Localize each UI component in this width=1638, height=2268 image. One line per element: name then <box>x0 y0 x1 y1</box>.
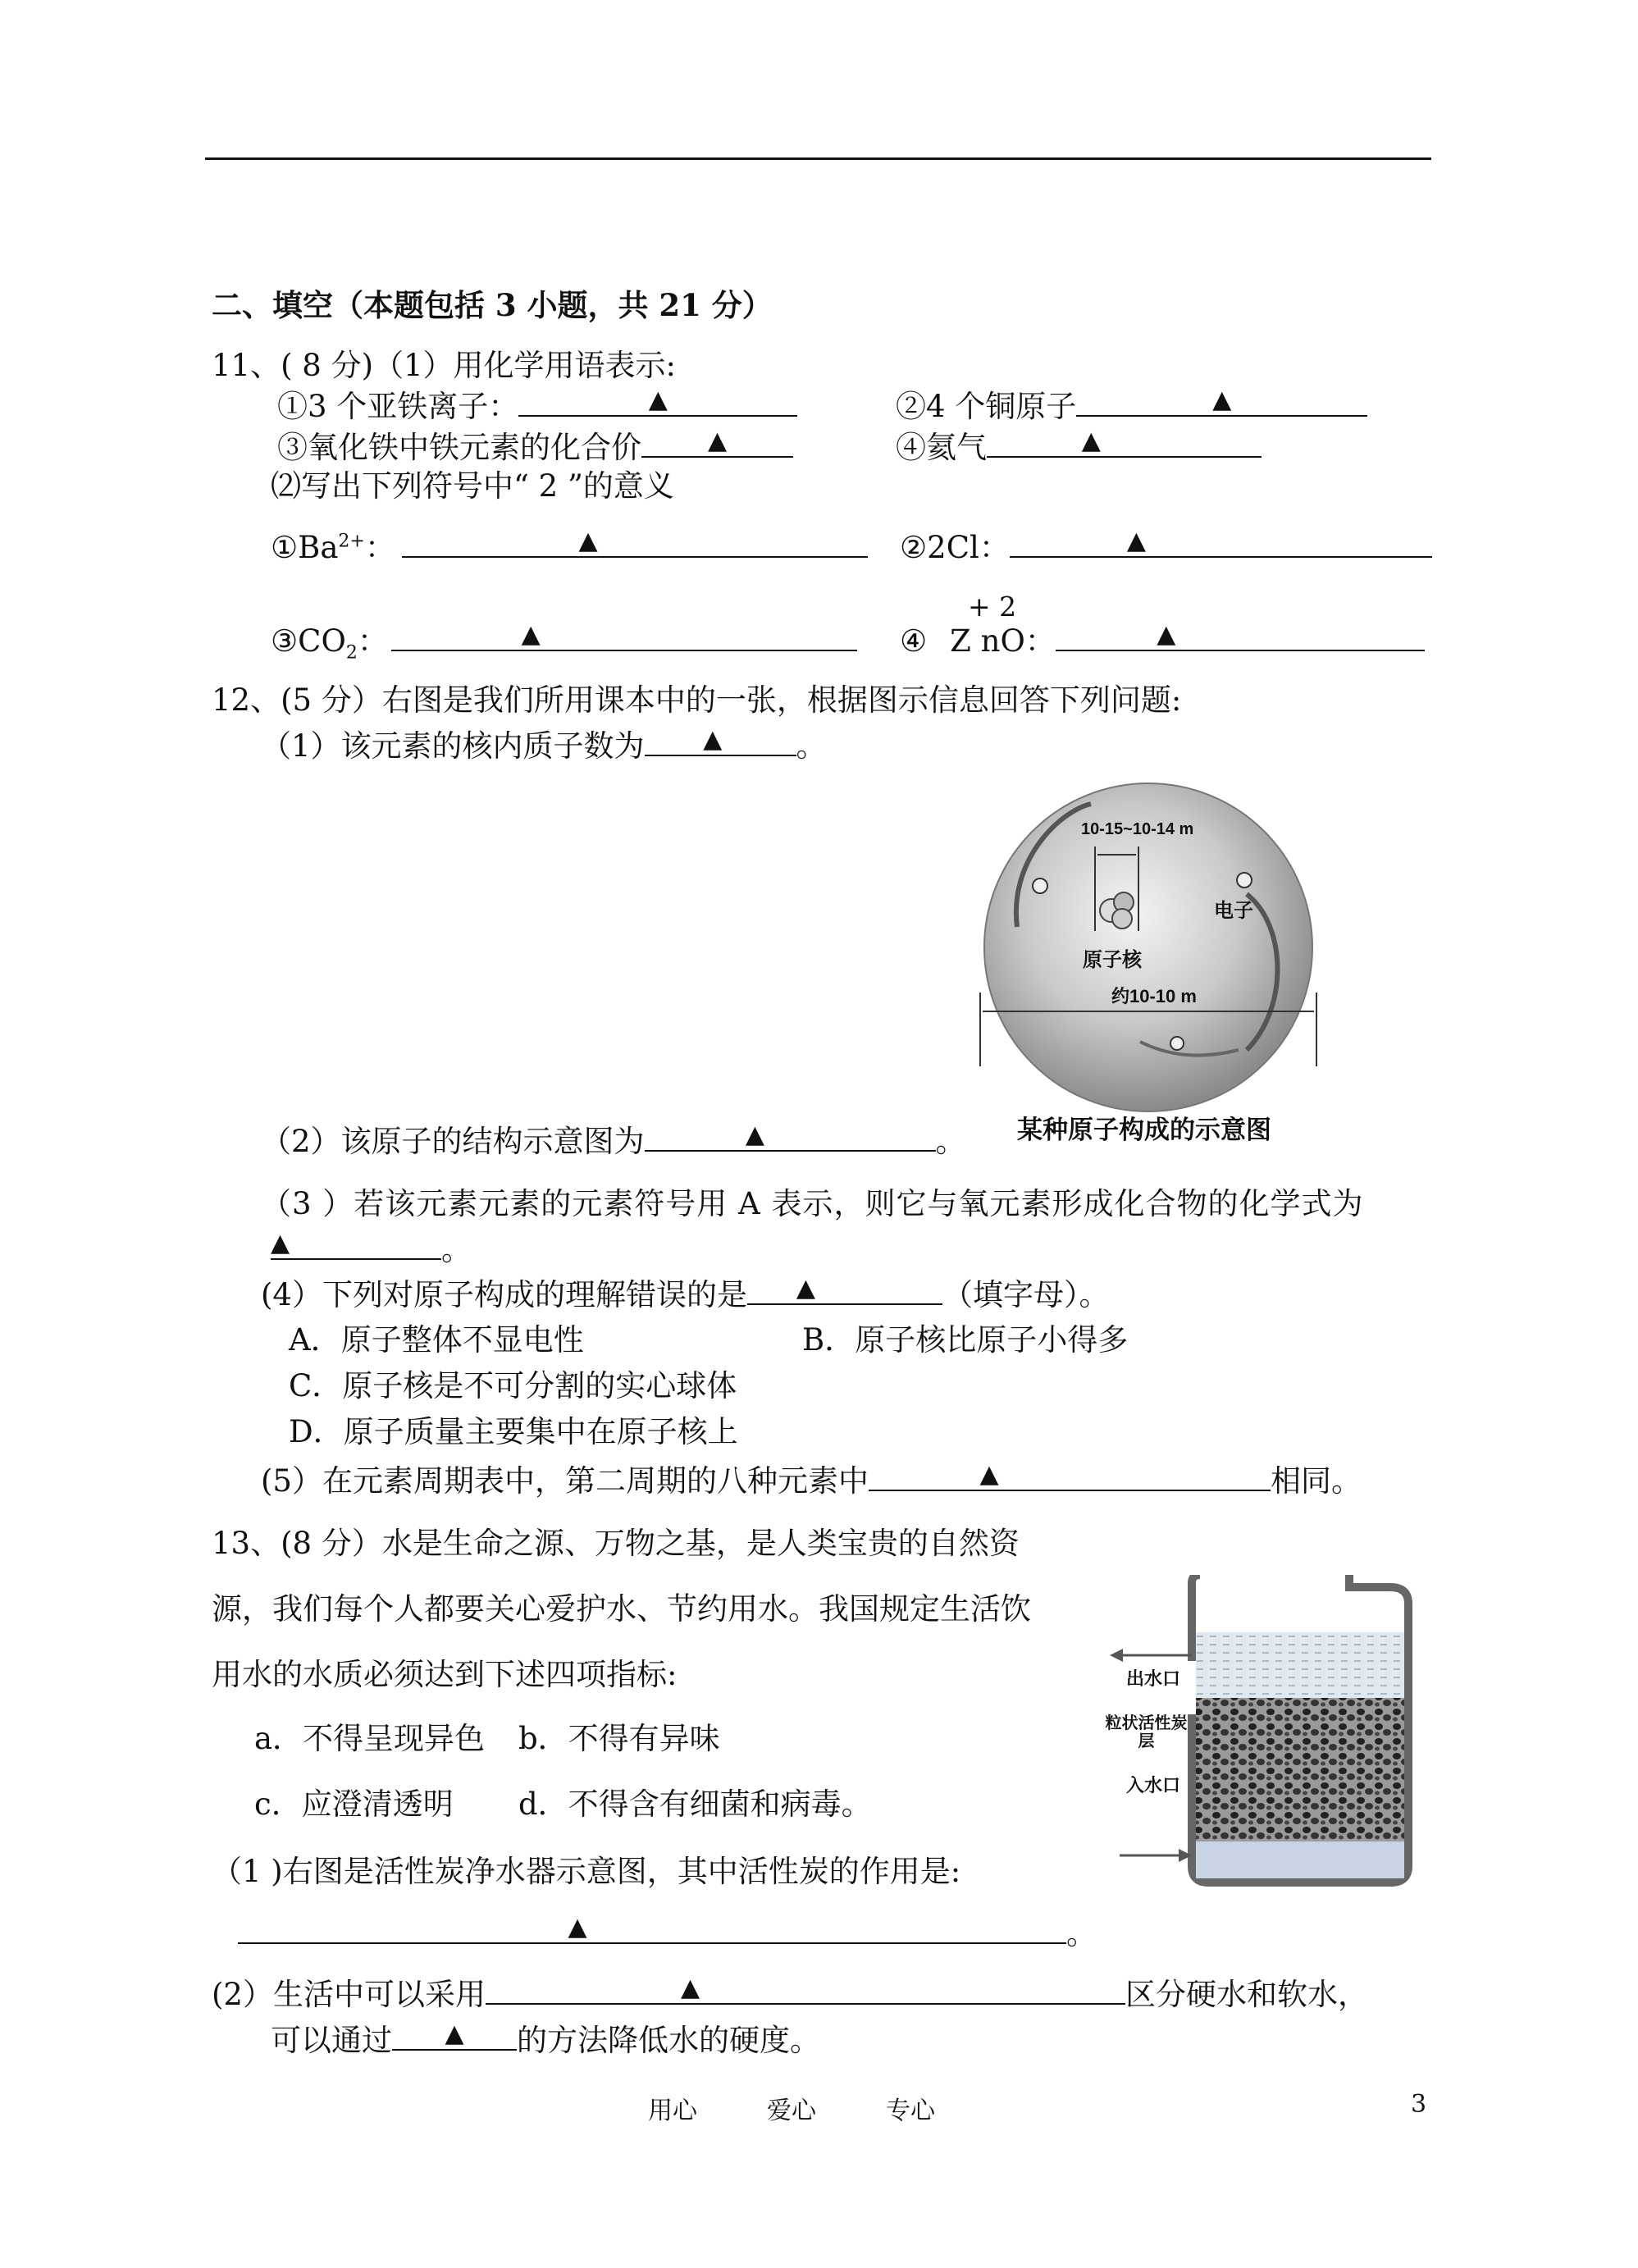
q12-p3: （3 ）若该元素元素的元素符号用 A 表示，则它与氧元素形成化合物的化学式为 <box>261 1186 1364 1221</box>
q11-s3-colon: ： <box>357 623 388 659</box>
purifier-figure <box>1103 1575 1419 1899</box>
q11-s4-valence: + 2 <box>968 591 1017 623</box>
answer-mark: ▲ <box>979 1460 999 1489</box>
q11-p1-4 <box>896 428 1262 466</box>
answer-mark: ▲ <box>1157 620 1176 649</box>
q11-p1-4-label: ④氦气 <box>896 430 987 465</box>
q13-p1-end: 。 <box>1066 1916 1097 1951</box>
q11-s4-number: ④ <box>900 623 928 659</box>
answer-mark: ▲ <box>703 725 723 754</box>
answer-blank[interactable] <box>1010 528 1432 558</box>
q11-s1 <box>271 528 868 566</box>
q13-p2b-end: 的方法降低水的硬度。 <box>517 2023 820 2058</box>
q11-p1-2-label: ②4 个铜原子 <box>896 389 1077 424</box>
footer-motto-2: 爱心 <box>767 2097 816 2125</box>
q11-p1-2 <box>896 387 1367 425</box>
q13-p2-label: (2）生活中可以采用 <box>212 1977 486 2012</box>
answer-blank[interactable] <box>1076 387 1367 417</box>
q11-s3-text: ③CO <box>271 623 346 659</box>
answer-blank[interactable] <box>645 727 796 756</box>
page-number: 3 <box>1411 2090 1427 2119</box>
answer-blank[interactable] <box>747 1275 942 1305</box>
q11-s2-label: ②2Cl： <box>900 530 1010 565</box>
nucleus-label: 原子核 <box>1083 949 1142 971</box>
outlet-arrow <box>1110 1649 1123 1662</box>
electron-dot <box>1170 1037 1184 1050</box>
section-title: 二、填空（本题包括 3 小题，共 21 分） <box>212 287 773 323</box>
inlet-label: 入水口 <box>1126 1775 1181 1796</box>
footer-motto-1: 用心 <box>648 2097 697 2125</box>
answer-mark: ▲ <box>1212 386 1232 414</box>
answer-blank[interactable] <box>271 1230 441 1260</box>
q12-stem: 12、(5 分）右图是我们所用课本中的一张，根据图示信息回答下列问题: <box>212 682 1182 718</box>
answer-mark: ▲ <box>796 1274 815 1303</box>
atom-size-label: 约10-10 m <box>1111 986 1197 1006</box>
atom-figure <box>976 779 1321 1116</box>
electron-dot <box>1033 878 1047 893</box>
q13-index-c: c．应澄清透明 <box>254 1787 454 1822</box>
answer-blank[interactable] <box>641 428 793 458</box>
answer-blank[interactable] <box>392 2021 517 2051</box>
answer-blank[interactable] <box>1056 622 1425 651</box>
q13-p2b-label: 可以通过 <box>271 2023 392 2058</box>
electron-dot <box>1237 873 1252 888</box>
q11-p1-1-label: ①3 个亚铁离子： <box>277 389 519 424</box>
answer-blank[interactable] <box>402 528 868 558</box>
q12-option-d: D．原子质量主要集中在原子核上 <box>289 1414 738 1449</box>
carbon-granules <box>1196 1698 1404 1841</box>
q12-option-b: B．原子核比原子小得多 <box>802 1322 1129 1358</box>
q11-p1-1 <box>277 387 797 425</box>
q13-index-a: a．不得呈现异色 <box>254 1721 486 1756</box>
q11-s4-label: Z nO： <box>950 623 1056 659</box>
q11-s3 <box>271 620 857 664</box>
footer-motto-3: 专心 <box>886 2097 935 2125</box>
q11-s1-text: ①Ba <box>271 530 339 565</box>
atom-figure-caption: 某种原子构成的示意图 <box>1017 1116 1271 1145</box>
q13-line2: 源，我们每个人都要关心爱护水、节约用水。我国规定生活饮 <box>212 1591 1031 1627</box>
q12-p1-end: 。 <box>796 728 827 764</box>
q11-s1-sup: 2+ <box>338 531 365 552</box>
answer-blank[interactable] <box>869 1462 1271 1491</box>
answer-blank[interactable] <box>391 622 857 651</box>
carbon-layer-label: 粒状活性炭层 <box>1105 1714 1188 1750</box>
q13-p2-mid: 区分硬水和软水， <box>1125 1977 1368 2012</box>
q11-s1-colon: ： <box>364 530 395 565</box>
q13-p2b <box>271 2021 820 2059</box>
q11-s3-sub: 2 <box>345 642 358 664</box>
q12-p4-end: （填字母）。 <box>942 1277 1110 1312</box>
q12-p5-label: (5）在元素周期表中，第二周期的八种元素中 <box>261 1463 869 1499</box>
q13-index-b: b．不得有异味 <box>518 1721 720 1756</box>
answer-mark: ▲ <box>578 527 598 555</box>
q13-line3: 用水的水质必须达到下述四项指标: <box>212 1657 678 1692</box>
q11-p1-3 <box>277 428 793 466</box>
answer-mark: ▲ <box>271 1229 290 1257</box>
q11-stem: 11、( 8 分)（1）用化学用语表示: <box>212 348 677 383</box>
nucleon <box>1112 909 1132 929</box>
q12-p2-end: 。 <box>935 1124 966 1159</box>
answer-blank[interactable] <box>486 1975 1125 2005</box>
q12-option-c: C．原子核是不可分割的实心球体 <box>289 1368 737 1403</box>
q12-p3-end: 。 <box>441 1232 472 1267</box>
q13-line1: 13、(8 分）水是生命之源、万物之基，是人类宝贵的自然资 <box>212 1526 1020 1561</box>
header-rule <box>205 157 1431 160</box>
q12-p5-end: 相同。 <box>1270 1463 1362 1499</box>
answer-blank[interactable] <box>518 387 797 417</box>
answer-blank[interactable] <box>987 428 1262 458</box>
q13-p1-answer <box>238 1914 1097 1952</box>
q11-s4 <box>900 622 1425 659</box>
electron-label: 电子 <box>1214 900 1253 922</box>
outlet-label: 出水口 <box>1126 1668 1181 1689</box>
answer-blank[interactable] <box>238 1914 1066 1944</box>
q12-p4-label: (4）下列对原子构成的理解错误的是 <box>261 1277 747 1312</box>
q12-p5 <box>261 1462 1362 1499</box>
answer-mark: ▲ <box>568 1913 587 1942</box>
nucleus-size-label: 10-15~10-14 m <box>1081 820 1194 838</box>
q12-p2-label: （2）该原子的结构示意图为 <box>261 1124 645 1159</box>
answer-mark: ▲ <box>521 620 541 649</box>
q11-part2: ⑵写出下列符号中“ 2 ”的意义 <box>271 468 674 504</box>
q12-option-a: A．原子整体不显电性 <box>289 1322 584 1358</box>
answer-mark: ▲ <box>648 386 668 414</box>
q13-index-d: d．不得含有细菌和病毒。 <box>518 1787 872 1822</box>
q13-p2 <box>212 1975 1368 2013</box>
q11-s2 <box>900 528 1432 566</box>
q11-p1-3-label: ③氧化铁中铁元素的化合价 <box>277 430 641 465</box>
answer-mark: ▲ <box>745 1120 764 1149</box>
answer-mark: ▲ <box>707 427 728 455</box>
q12-p2 <box>261 1122 966 1160</box>
q12-p1 <box>261 727 827 764</box>
answer-mark: ▲ <box>1126 527 1146 555</box>
q13-p1: （1 )右图是活性炭净水器示意图，其中活性炭的作用是: <box>212 1854 961 1889</box>
answer-blank[interactable] <box>645 1122 936 1152</box>
q12-p1-label: （1）该元素的核内质子数为 <box>261 728 645 764</box>
q12-p4 <box>261 1275 1109 1313</box>
raw-water <box>1196 1841 1404 1878</box>
answer-mark: ▲ <box>681 1974 700 2002</box>
answer-mark: ▲ <box>445 2019 464 2048</box>
treated-water <box>1196 1632 1404 1698</box>
answer-mark: ▲ <box>1081 427 1101 455</box>
q12-p3-answer <box>271 1230 472 1268</box>
